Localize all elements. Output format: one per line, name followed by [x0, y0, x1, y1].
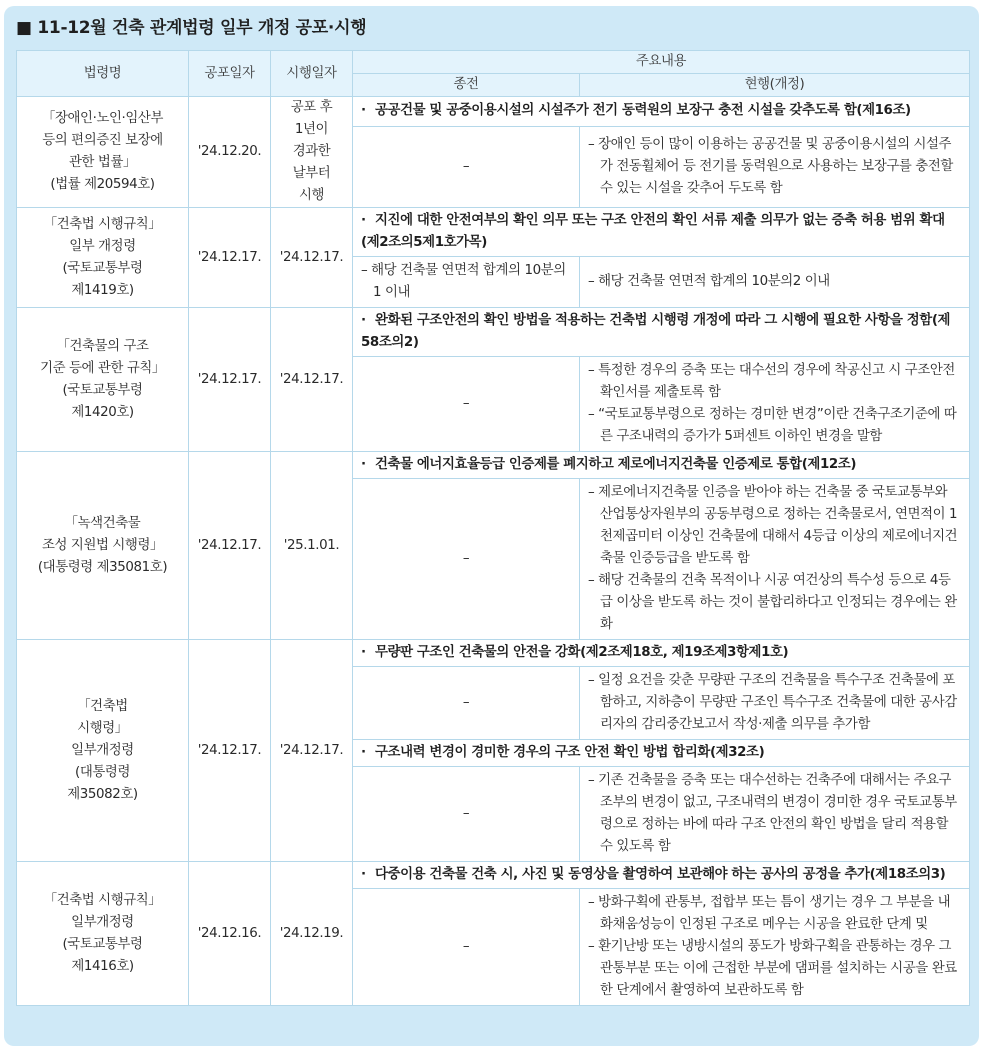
law-name-line: 제1420호) [71, 404, 134, 420]
content-heading-text: 완화된 구조안전의 확인 방법을 적용하는 건축법 시행령 개정에 따라 그 시행에 필요한 사항을 정함(제58조의2) [361, 313, 951, 350]
bullet-dot: · [361, 213, 366, 228]
promulgation-date-cell: '24.12.17. [189, 208, 271, 308]
law-name-cell [17, 862, 189, 1006]
table-row [17, 862, 970, 889]
bullet-dot: · [361, 867, 366, 882]
after-cell [580, 767, 970, 862]
law-name-line: (법률 제20594호) [50, 177, 155, 192]
after-text: – 장애인 등이 많이 이용하는 공공건물 및 공중이용시설의 시설주가 전동휠체어 등 전기를 동력원으로 사용하는 보장구를 충전할 수 있는 시설을 갖추어 두도록 함 [588, 136, 953, 196]
content-heading [353, 640, 970, 667]
after-text: – 해당 건축물 연면적 합계의 10분의2 이내 [588, 274, 830, 289]
after-text: – 일정 요건을 갖춘 무량판 구조의 건축물을 특수구조 건축물에 포함하고, 지하층이 무량판 구조인 특수구조 건축물에 대한 공사감리자의 감리중간보고서 작성·제출 의무를 추가함 [588, 673, 957, 732]
law-name-cell [17, 308, 189, 452]
page-title: ■ 11-12월 건축 관계법령 일부 개정 공포·시행 [16, 18, 367, 38]
enforcement-date-cell [271, 862, 353, 1006]
law-name-line: 시행령」 [77, 720, 128, 736]
after-text: – 기존 건축물을 증축 또는 대수선하는 건축주에 대해서는 주요구조부의 변경이 없고, 구조내력의 변경이 경미한 경우 국토교통부령으로 정하는 바에 따라 구조 안전의 확인 방법을 달리 적용할 수 있도록 함 [588, 773, 957, 854]
after-cell [580, 126, 970, 207]
enforcement-date-cell [271, 640, 353, 862]
header-law-name: 법령명 [17, 51, 189, 97]
bullet-dot: · [361, 645, 366, 660]
content-heading-text: 지진에 대한 안전여부의 확인 의무 또는 구조 안전의 확인 서류 제출 의무가 없는 증축 허용 범위 확대(제2조의5제1호가목) [361, 213, 945, 250]
enforcement-date-line: 날부터 [292, 166, 331, 181]
table-row [17, 452, 970, 479]
enforcement-date-line: '24.12.17. [279, 742, 344, 758]
enforcement-date-cell [271, 308, 353, 452]
enforcement-date-cell [271, 97, 353, 208]
bullet-dot: · [361, 457, 366, 472]
bullet-dot: · [361, 745, 366, 760]
after-text: – “국토교통부령으로 정하는 경미한 변경”이란 건축구조기준에 따른 구조내력의 증가가 5퍼센트 이하인 변경을 말함 [588, 407, 957, 444]
after-text: – 특정한 경우의 증축 또는 대수선의 경우에 착공신고 시 구조안전확인서를 제출토록 함 [588, 363, 955, 400]
header-enforcement-date: 시행일자 [271, 51, 353, 97]
after-cell [580, 357, 970, 452]
header-after: 현행(개정) [580, 74, 970, 97]
header-main-content: 주요내용 [353, 51, 970, 74]
content-heading [353, 208, 970, 257]
content-heading-text: 건축물 에너지효율등급 인증제를 폐지하고 제로에너지건축물 인증제로 통합(제12조) [375, 457, 857, 472]
law-name-line: 일부 개정령 [69, 238, 136, 254]
enforcement-date-line: '24.12.17. [279, 249, 344, 265]
enforcement-date-line: '25.1.01. [283, 537, 340, 553]
content-heading [353, 452, 970, 479]
law-name-line: 조성 지원법 시행령」 [42, 537, 163, 553]
law-name-line: 「건축법 [77, 698, 128, 714]
before-cell [353, 357, 580, 452]
before-text: – [462, 939, 470, 954]
law-name-line: 기준 등에 관한 규칙」 [40, 360, 165, 376]
after-text: – 제로에너지건축물 인증을 받아야 하는 건축물 중 국토교통부와 산업통상자원부의 공동부령으로 정하는 건축물로서, 연면적이 1천제곱미터 이상인 건축물에 대해서 4등급 이상의 제로에너지건축물 인증등급을 받도록 함 [588, 485, 958, 566]
law-name-cell [17, 640, 189, 862]
law-name-cell [17, 452, 189, 640]
promulgation-date-cell: '24.12.17. [189, 640, 271, 862]
law-name-line: 일부개정령 [71, 742, 134, 758]
law-name-line: 제1416호) [71, 958, 134, 974]
header-before: 종전 [353, 74, 580, 97]
after-text: – 방화구획에 관통부, 접합부 또는 틈이 생기는 경우 그 부분을 내화채움성능이 인정된 구조로 메우는 시공을 완료한 단계 및 [588, 895, 951, 932]
enforcement-date-cell [271, 208, 353, 308]
before-cell [353, 257, 580, 308]
enforcement-date-line: 1년이 [294, 122, 329, 137]
before-text: – [462, 551, 470, 566]
table-row [17, 640, 970, 667]
before-cell [353, 126, 580, 207]
bullet-dot: · [361, 313, 366, 328]
after-cell [580, 667, 970, 740]
table-body [17, 97, 970, 1006]
law-name-cell [17, 97, 189, 208]
law-name-line: (국토교통부령 [62, 382, 143, 398]
law-name-line: 관한 법률」 [69, 155, 136, 170]
law-name-cell [17, 208, 189, 308]
law-name-line: 「녹색건축물 [64, 515, 141, 531]
content-heading [353, 740, 970, 767]
enforcement-date-line: 경과한 [292, 144, 331, 159]
before-text: – [462, 396, 470, 411]
before-cell [353, 667, 580, 740]
law-name-line: (대통령령 [75, 764, 130, 780]
law-name-line: 등의 편의증진 보장에 [42, 133, 163, 148]
law-name-line: (국토교통부령 [62, 936, 143, 952]
content-heading [353, 97, 970, 127]
content-heading [353, 308, 970, 357]
before-text: – [462, 158, 470, 174]
table-row [17, 308, 970, 357]
before-cell [353, 479, 580, 640]
header-promulgation-date: 공포일자 [189, 51, 271, 97]
enforcement-date-line: 공포 후 [290, 100, 333, 115]
table-header [17, 51, 970, 97]
enforcement-date-line: 시행 [298, 188, 325, 203]
promulgation-date-cell: '24.12.20. [189, 97, 271, 208]
before-text: – [462, 695, 470, 710]
enforcement-date-line: '24.12.19. [279, 925, 344, 941]
law-name-line: (대통령령 제35081호) [37, 559, 168, 575]
content-heading-text: 무량판 구조인 건축물의 안전을 강화(제2조제18호, 제19조제3항제1호) [375, 645, 789, 660]
promulgation-date-cell: '24.12.17. [189, 452, 271, 640]
law-name-line: 제35082호) [67, 786, 138, 802]
after-text: – 환기난방 또는 냉방시설의 풍도가 방화구획을 관통하는 경우 그 관통부분 또는 이에 근접한 부분에 댐퍼를 설치하는 시공을 완료한 단계에서 촬영하여 보관하도록 함 [588, 939, 957, 998]
after-cell [580, 889, 970, 1006]
enforcement-date-cell [271, 452, 353, 640]
promulgation-date-cell: '24.12.17. [189, 308, 271, 452]
law-name-line: 「장애인·노인·임산부 [42, 111, 163, 126]
after-cell [580, 257, 970, 308]
before-cell [353, 767, 580, 862]
content-heading-text: 다중이용 건축물 건축 시, 사진 및 동영상을 촬영하여 보관해야 하는 공사의 공정을 추가(제18조의3) [375, 867, 946, 882]
promulgation-date-cell: '24.12.16. [189, 862, 271, 1006]
law-name-line: 일부개정령 [71, 914, 134, 930]
before-text: – [462, 806, 470, 821]
law-amendment-table [16, 50, 970, 1006]
law-name-line: 「건축물의 구조 [56, 338, 149, 354]
after-cell [580, 479, 970, 640]
table-row [17, 208, 970, 257]
law-name-line: 제1419호) [71, 282, 134, 298]
law-name-line: (국토교통부령 [62, 260, 143, 276]
content-heading-text: 구조내력 변경이 경미한 경우의 구조 안전 확인 방법 합리화(제32조) [375, 745, 765, 760]
content-heading-text: 공공건물 및 공중이용시설의 시설주가 전기 동력원의 보장구 충전 시설을 갖추도록 함(제16조) [375, 103, 911, 119]
content-heading [353, 862, 970, 889]
table-row [17, 97, 970, 127]
after-text: – 해당 건축물의 건축 목적이나 시공 여건상의 특수성 등으로 4등급 이상을 받도록 하는 것이 불합리하다고 인정되는 경우에는 완화 [588, 573, 957, 632]
law-name-line: 「건축법 시행규칙」 [43, 216, 162, 232]
enforcement-date-line: '24.12.17. [279, 371, 344, 387]
bullet-dot: · [361, 103, 366, 119]
law-name-line: 「건축법 시행규칙」 [43, 892, 162, 908]
before-cell [353, 889, 580, 1006]
before-text: – 해당 건축물 연면적 합계의 10분의1 이내 [361, 263, 566, 300]
